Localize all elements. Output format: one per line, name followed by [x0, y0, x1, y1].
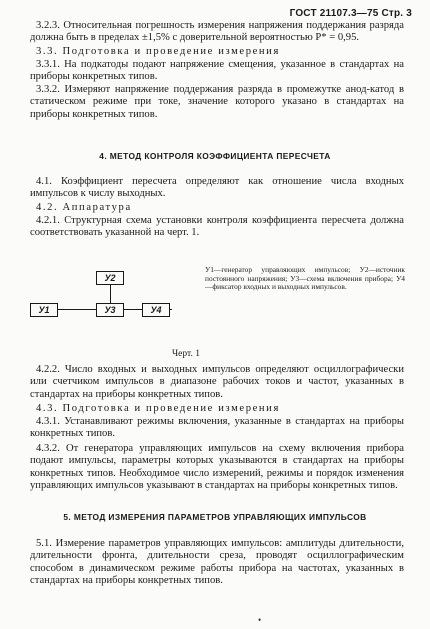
block-diagram [30, 268, 180, 328]
paragraph-4-1: 4.1. Коэффициент пересчета определяют как отношение числа входных импульсов к числу выходных. [30, 176, 404, 200]
page-header: ГОСТ 21107.3—75 Стр. 3 [289, 8, 412, 19]
paragraph-4-3-1: 4.3.1. Устанавливают режимы включения, указанные в стандартах на приборы конкретных типов. [30, 416, 404, 440]
diagram-legend: У1—генератор управляющих импульсов; У2—источник постоянного напряжения; У3—схема включения прибора; У4—фиксатор входных и выходных импульсов. [205, 265, 405, 292]
page-mark: • [258, 615, 262, 625]
block-u3: У3 [96, 303, 124, 317]
subsection-heading-4-3: 4.3. Подготовка и проведение измерения [36, 403, 280, 414]
section-heading-5: 5. МЕТОД ИЗМЕРЕНИЯ ПАРАМЕТРОВ УПРАВЛЯЮЩИХ ИМПУЛЬСОВ [63, 512, 367, 522]
paragraph-3-2-3: 3.2.3. Относительная погрешность измерения напряжения поддержания разряда должна быть в пределах ±1,5% с доверительной вероятностью P* = 0,95. [30, 20, 404, 44]
paragraph-3-3-1: 3.3.1. На подкатоды подают напряжение смещения, указанное в стандартах на приборы конкретных типов. [30, 59, 404, 83]
block-u4: У4 [142, 303, 170, 317]
block-u2: У2 [96, 271, 124, 285]
paragraph-4-2-2: 4.2.2. Число входных и выходных импульсов определяют осциллографически или счетчиком импульсов в диапазоне рабочих токов и частот, указанных в стандартах на приборы конкретных типов. [30, 364, 404, 400]
paragraph-4-3-2: 4.3.2. От генератора управляющих импульсов на схему включения прибора подают импульсы, параметры которых указываются в стандартах на приборы конкретных типов. Необходимое число измерений, режимы и порядок изменения управляющих импульсов указывают в стандартах на приборы конкретных типов. [30, 443, 404, 492]
block-u1: У1 [30, 303, 58, 317]
paragraph-5-1: 5.1. Измерение параметров управляющих импульсов: амплитуды длительности, длительности фронта, длительности среза, проводят осциллографическим способом в динамическом режиме работы прибора на частотах, указанных в стандартах на приборы конкретных типов. [30, 538, 404, 587]
subsection-heading-4-2: 4.2. Аппаратура [36, 202, 132, 213]
paragraph-4-2-1: 4.2.1. Структурная схема установки контроля коэффициента пересчета должна соответствовать указанной на черт. 1. [30, 215, 404, 239]
paragraph-3-3-2: 3.3.2. Измеряют напряжение поддержания разряда в промежутке анод-катод в статическом режиме при токе, значение которого указано в стандартах на приборы конкретных типов. [30, 84, 404, 120]
connector-vertical [110, 284, 111, 304]
section-heading-4: 4. МЕТОД КОНТРОЛЯ КОЭФФИЦИЕНТА ПЕРЕСЧЕТА [99, 151, 331, 161]
figure-caption: Черт. 1 [172, 349, 200, 359]
subsection-heading-3-3: 3.3. Подготовка и проведение измерения [36, 46, 280, 57]
